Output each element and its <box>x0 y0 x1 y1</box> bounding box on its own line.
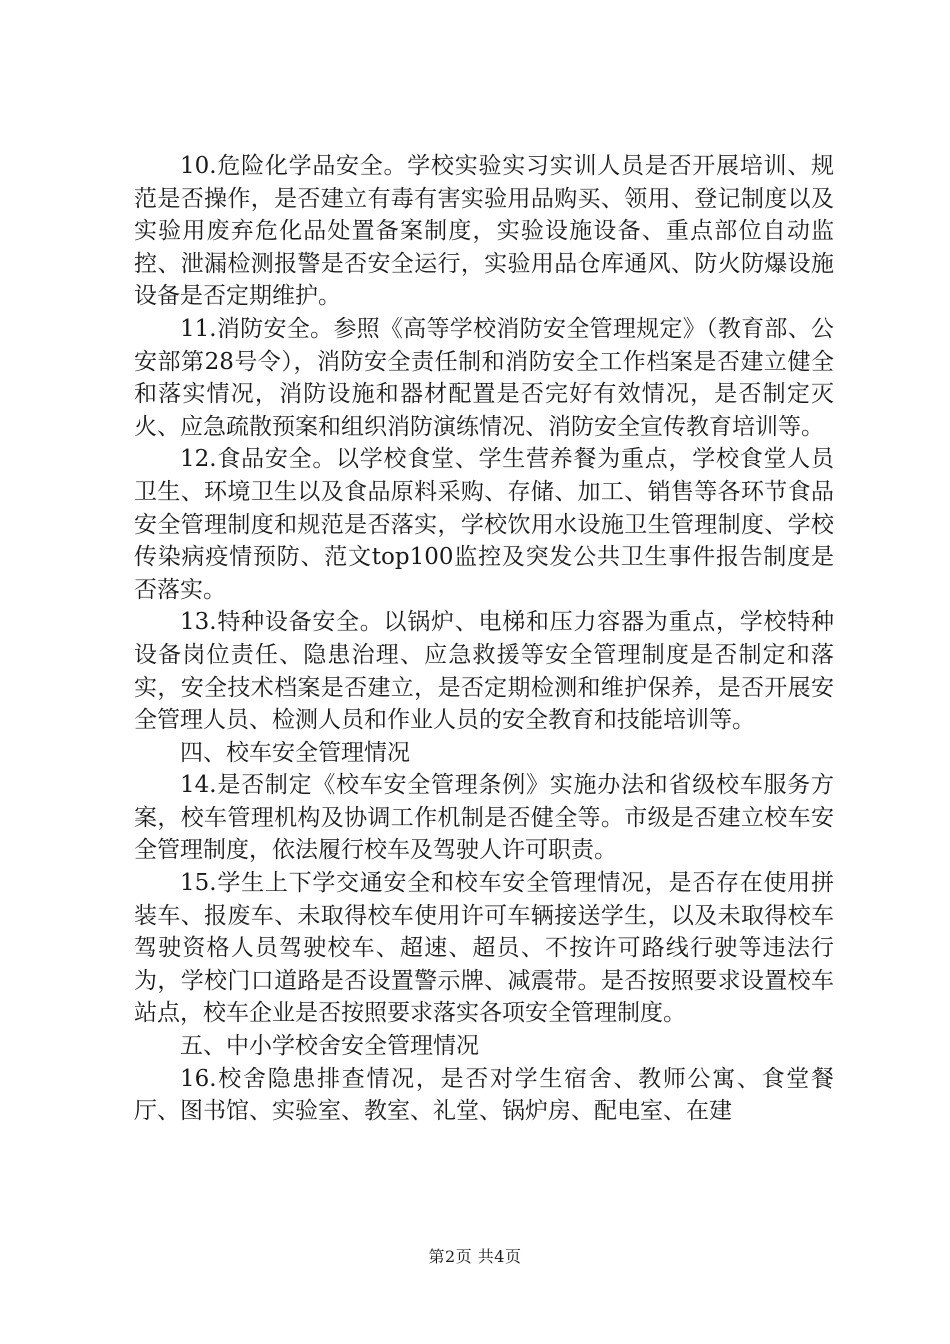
page-number-footer: 第2页 共4页 <box>428 1247 522 1266</box>
paragraph-item-16-building-hazards: 16.校舍隐患排查情况，是否对学生宿舍、教师公寓、食堂餐厅、图书馆、实验室、教室、礼堂、锅炉房、配电室、在建 <box>134 1065 834 1125</box>
paragraph-item-12-food-safety: 12.食品安全。以学校食堂、学生营养餐为重点，学校食堂人员卫生、环境卫生以及食品原料采购、存储、加工、销售等各环节食品安全管理制度和规范是否落实，学校饮用水设施卫生管理制度、学校传染病疫情预防、范文top100监控及突发公共卫生事件报告制度是否落实。 <box>134 446 834 603</box>
section-heading-school-buildings: 五、中小学校舍安全管理情况 <box>180 1033 479 1060</box>
section-heading-school-bus: 四、校车安全管理情况 <box>180 739 410 766</box>
paragraph-item-14-school-bus-regulations: 14.是否制定《校车安全管理条例》实施办法和省级校车服务方案，校车管理机构及协调工作机制是否健全等。市级是否建立校车安全管理制度，依法履行校车及驾驶人许可职责。 <box>134 772 834 864</box>
paragraph-item-13-special-equipment: 13.特种设备安全。以锅炉、电梯和压力容器为重点，学校特种设备岗位责任、隐患治理、应急救援等安全管理制度是否制定和落实，安全技术档案是否建立，是否定期检测和维护保养，是否开展安全管理人员、检测人员和作业人员的安全教育和技能培训等。 <box>134 609 834 734</box>
document-body <box>134 150 834 1128</box>
paragraph-item-10-hazardous-chemicals: 10.危险化学品安全。学校实验实习实训人员是否开展培训、规范是否操作，是否建立有毒有害实验用品购买、领用、登记制度以及实验用废弃危化品处置备案制度，实验设施设备、重点部位自动监控、泄漏检测报警是否安全运行，实验用品仓库通风、防火防爆设施设备是否定期维护。 <box>134 153 834 310</box>
paragraph-item-15-student-transport: 15.学生上下学交通安全和校车安全管理情况，是否存在使用拼装车、报废车、未取得校车使用许可车辆接送学生，以及未取得校车驾驶资格人员驾驶校车、超速、超员、不按许可路线行驶等违法行为，学校门口道路是否设置警示牌、减震带。是否按照要求设置校车站点，校车企业是否按照要求落实各项安全管理制度。 <box>134 870 834 1027</box>
paragraph-item-11-fire-safety: 11.消防安全。参照《高等学校消防安全管理规定》（教育部、公安部第28号令），消防安全责任制和消防安全工作档案是否建立健全和落实情况，消防设施和器材配置是否完好有效情况，是否制定灭火、应急疏散预案和组织消防演练情况、消防安全宣传教育培训等。 <box>134 315 834 440</box>
